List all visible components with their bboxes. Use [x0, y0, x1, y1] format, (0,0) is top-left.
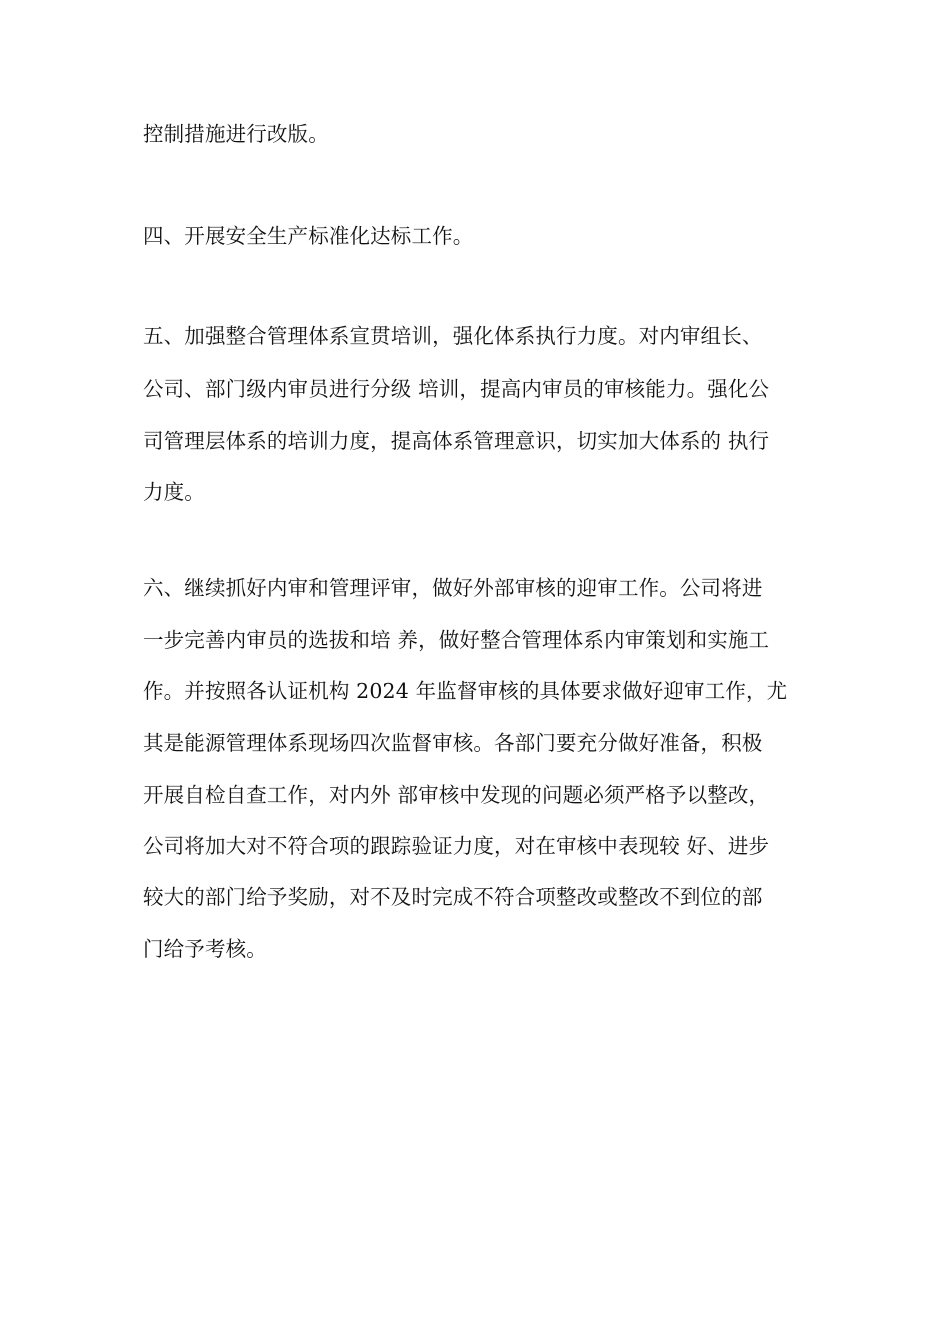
text-line: 六、继续抓好内审和管理评审，做好外部审核的迎审工作。公司将进: [143, 576, 763, 600]
text-line: 开展自检自查工作，对内外 部审核中发现的问题必须严格予以整改，: [143, 783, 770, 807]
text-line: 作。并按照各认证机构 2024 年监督审核的具体要求做好迎审工作，尤: [143, 679, 788, 703]
text-line: 控制措施进行改版。: [143, 122, 329, 146]
text-line: 一步完善内审员的选拔和培 养，做好整合管理体系内审策划和实施工: [143, 628, 770, 652]
text-line: 较大的部门给予奖励，对不及时完成不符合项整改或整改不到位的部: [143, 885, 763, 909]
text-line: 司管理层体系的培训力度，提高体系管理意识，切实加大体系的 执行: [143, 429, 770, 453]
section-heading-4: 四、开展安全生产标准化达标工作。: [143, 224, 474, 248]
text-line: 力度。: [143, 480, 205, 504]
text-line: 门给予考核。: [143, 937, 267, 961]
text-line: 公司、部门级内审员进行分级 培训，提高内审员的审核能力。强化公: [143, 377, 770, 401]
text-line: 五、加强整合管理体系宣贯培训，强化体系执行力度。对内审组长、: [143, 324, 763, 348]
text-line: 公司将加大对不符合项的跟踪验证力度，对在审核中表现较 好、进步: [143, 834, 770, 858]
text-line: 其是能源管理体系现场四次监督审核。各部门要充分做好准备，积极: [143, 731, 763, 755]
